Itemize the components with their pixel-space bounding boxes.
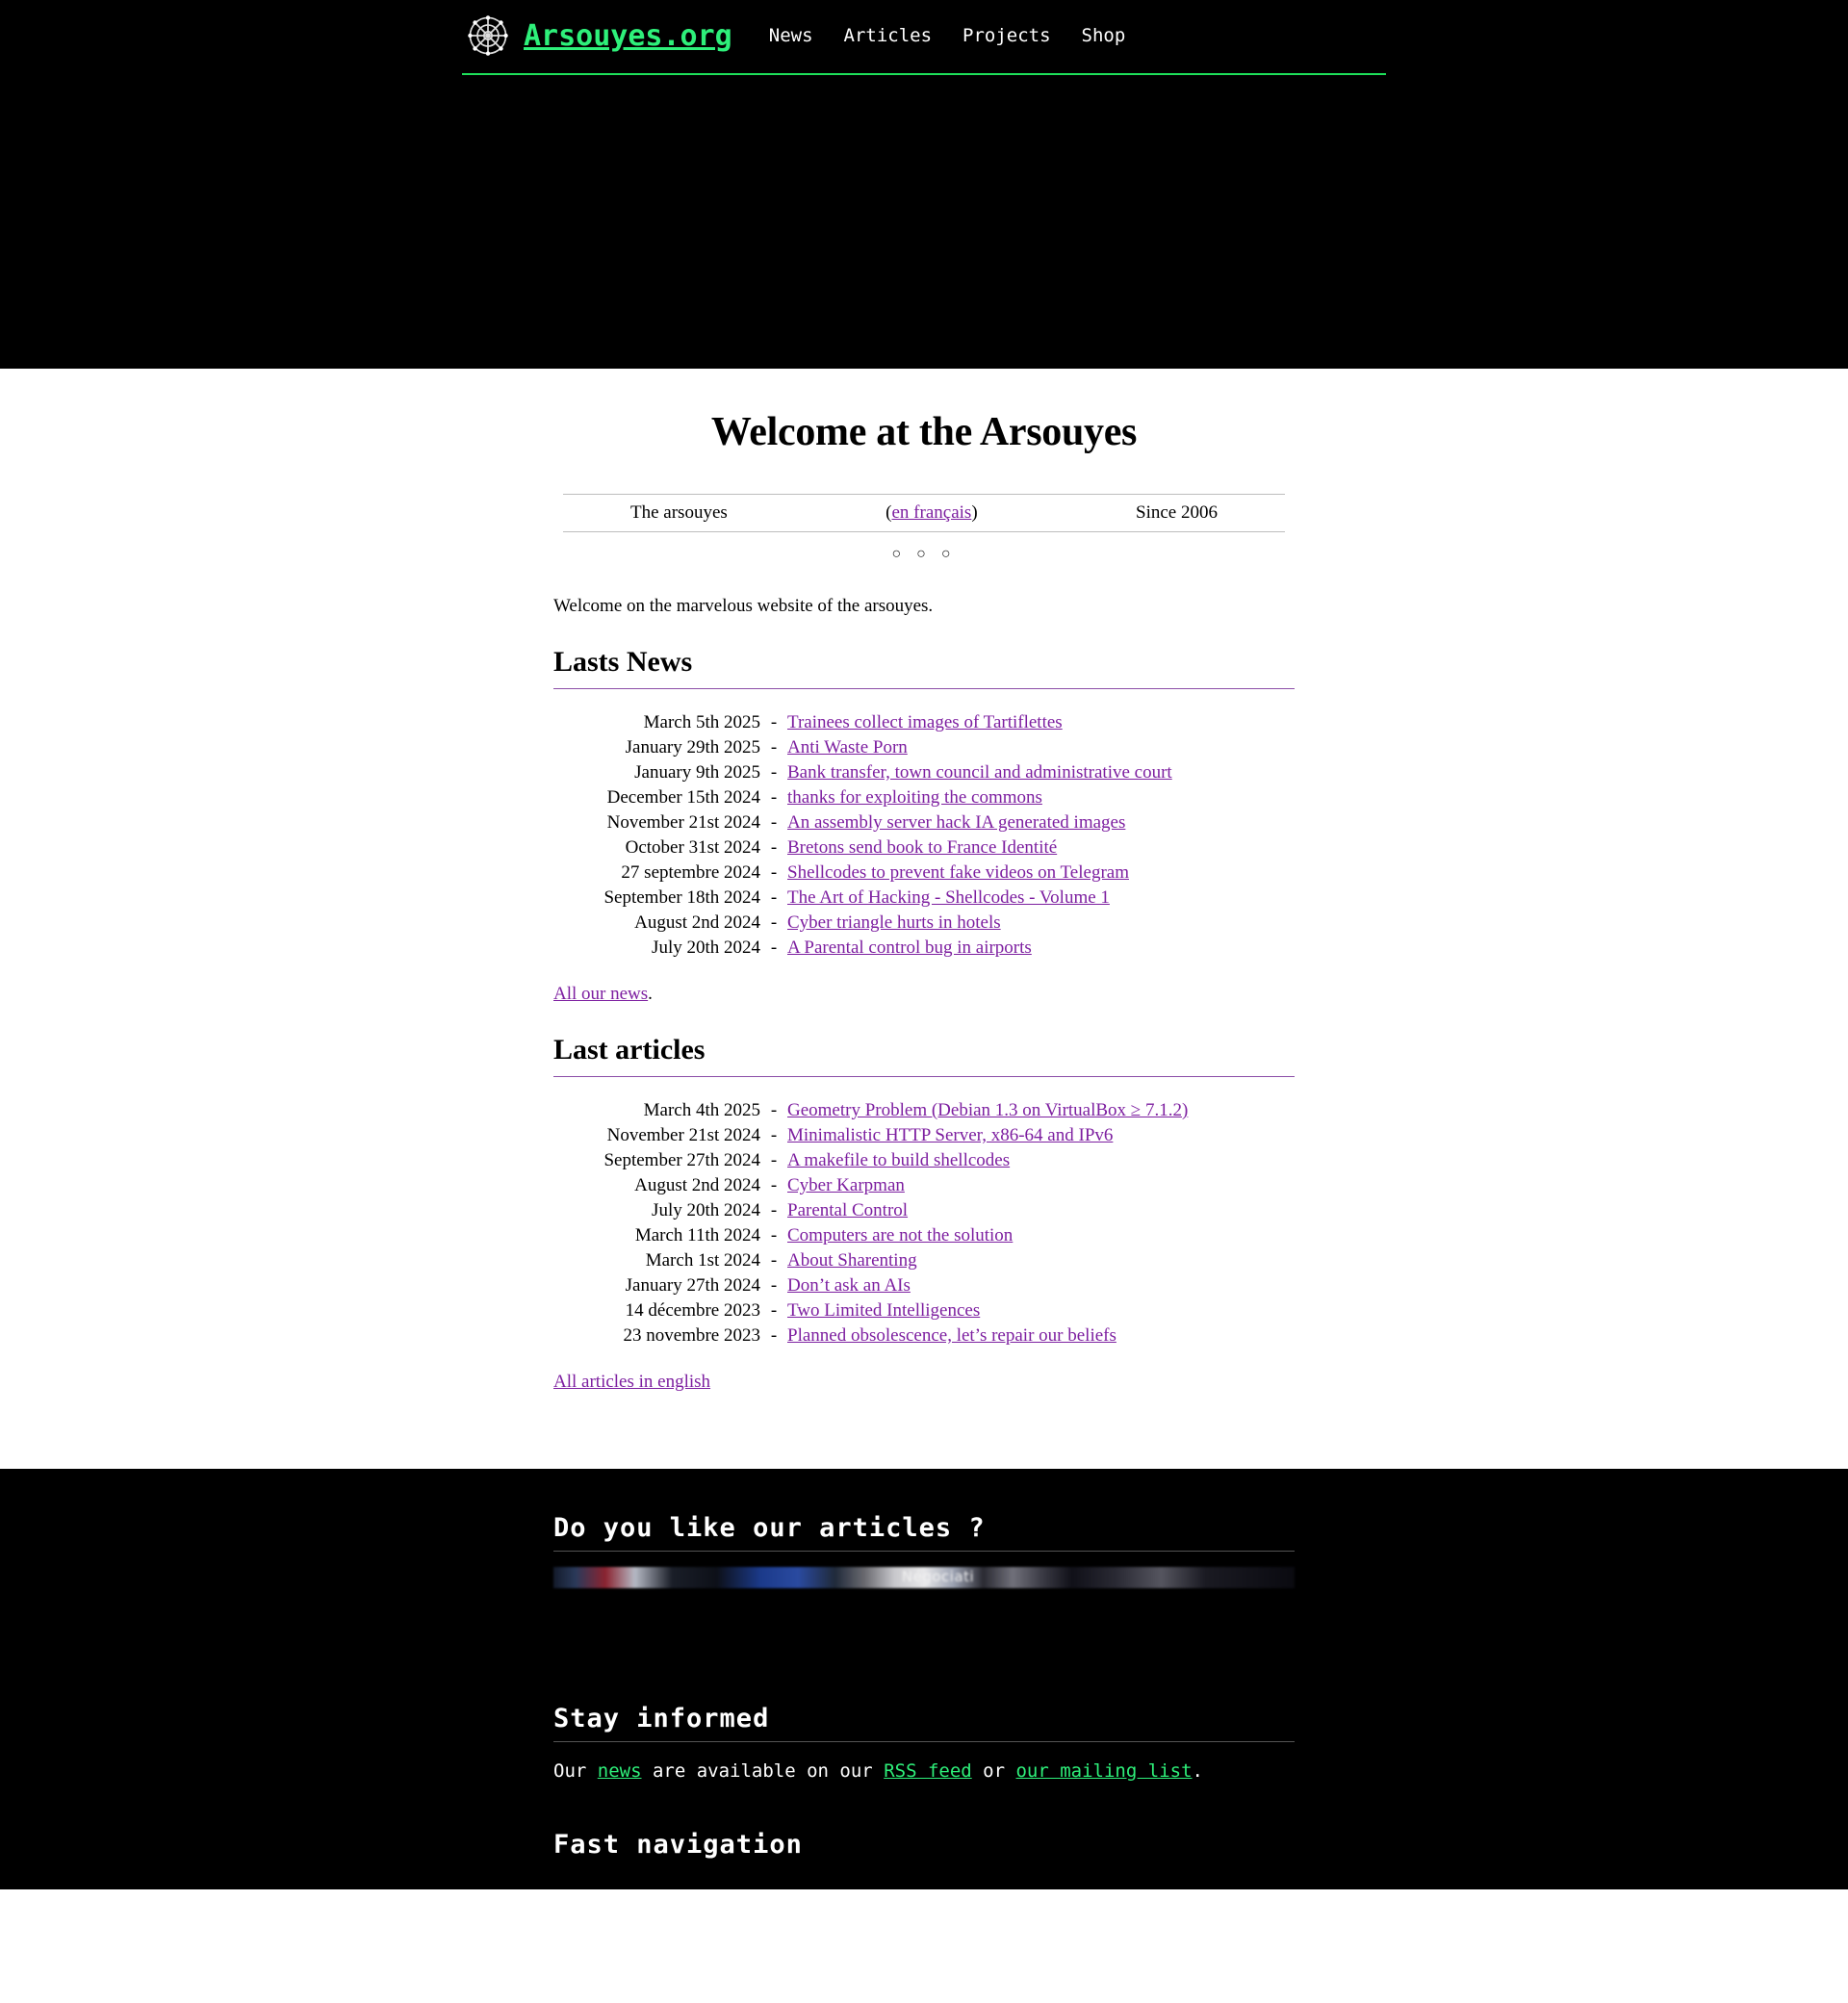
article-title-cell (787, 1273, 1188, 1298)
row-separator: - (770, 937, 778, 958)
all-news-line (553, 984, 1295, 1005)
article-title-cell (787, 1173, 1188, 1198)
article-link[interactable]: Planned obsolescence, let’s repair our beliefs (787, 1325, 1116, 1346)
footer-mailing-list-link[interactable]: our mailing list (1015, 1760, 1193, 1782)
meta-since: Since 2006 (1136, 502, 1218, 523)
news-link[interactable]: An assembly server hack IA generated images (787, 812, 1126, 833)
article-date: November 21st 2024 (606, 1125, 760, 1145)
article-title-cell (787, 1223, 1188, 1248)
page-title: Welcome at the Arsouyes (710, 410, 1138, 454)
stay-text-1: Our (553, 1760, 598, 1782)
row-separator: - (770, 812, 778, 833)
table-row (553, 1148, 1188, 1173)
meta-paren-open: ( (886, 502, 892, 523)
table-row (553, 810, 1172, 835)
news-date: 27 septembre 2024 (621, 862, 760, 883)
row-separator: - (770, 1300, 778, 1321)
nav-item-news[interactable]: News (768, 25, 813, 46)
news-section-title: Lasts News (553, 646, 693, 678)
news-divider (553, 688, 1295, 689)
news-title-cell (787, 810, 1172, 835)
article-link[interactable]: Geometry Problem (Debian 1.3 on VirtualBox ≥ 7.1.2) (787, 1100, 1189, 1120)
ornament-dots: ○ ○ ○ (891, 546, 957, 562)
table-row (553, 735, 1172, 760)
row-separator: - (770, 1100, 778, 1120)
table-row (553, 886, 1172, 911)
article-date: 23 novembre 2023 (623, 1325, 760, 1346)
news-date: September 18th 2024 (603, 887, 760, 908)
row-separator: - (770, 1200, 778, 1220)
table-row (553, 936, 1172, 961)
news-title-cell (787, 936, 1172, 961)
article-link[interactable]: Minimalistic HTTP Server, x86-64 and IPv6 (787, 1125, 1114, 1145)
meta-paren-close: ) (971, 502, 978, 523)
table-row (553, 835, 1172, 860)
row-separator: - (770, 912, 778, 933)
article-date: September 27th 2024 (603, 1150, 760, 1170)
news-date: August 2nd 2024 (634, 912, 760, 933)
news-date: October 31st 2024 (625, 837, 760, 858)
row-separator: - (770, 787, 778, 808)
articles-section-title: Last articles (553, 1034, 706, 1066)
table-row (553, 785, 1172, 810)
table-row (553, 1273, 1188, 1298)
footer-like-title: Do you like our articles ? (553, 1513, 986, 1543)
news-title-cell (787, 785, 1172, 810)
table-row (553, 1098, 1188, 1123)
news-link[interactable]: A Parental control bug in airports (787, 937, 1032, 958)
main-nav (754, 25, 1142, 46)
table-row (553, 1323, 1188, 1348)
row-separator: - (770, 1250, 778, 1271)
news-link[interactable]: Cyber triangle hurts in hotels (787, 912, 1001, 933)
news-title-cell (787, 911, 1172, 936)
articles-list (553, 1098, 1188, 1348)
news-date: March 5th 2025 (643, 712, 760, 732)
table-row (553, 911, 1172, 936)
nav-item-shop[interactable]: Shop (1081, 25, 1126, 46)
row-separator: - (770, 712, 778, 732)
article-link[interactable]: Cyber Karpman (787, 1175, 905, 1195)
article-link[interactable]: A makefile to build shellcodes (787, 1150, 1011, 1170)
article-date: March 1st 2024 (645, 1250, 760, 1271)
table-row (553, 710, 1172, 735)
row-separator: - (770, 1125, 778, 1145)
news-title-cell (787, 710, 1172, 735)
promo-banner-image[interactable] (553, 1567, 1295, 1588)
site-brand[interactable]: Arsouyes.org (524, 18, 732, 53)
site-header (0, 0, 1848, 75)
language-link[interactable]: en français (891, 502, 972, 523)
row-separator: - (770, 1325, 778, 1346)
gear-network-icon[interactable] (462, 10, 514, 62)
intro-paragraph: Welcome on the marvelous website of the arsouyes. (553, 596, 934, 616)
table-row (553, 760, 1172, 785)
article-title-cell (787, 1323, 1188, 1348)
all-news-period: . (648, 984, 653, 1004)
article-date: August 2nd 2024 (634, 1175, 760, 1195)
news-date: January 9th 2025 (634, 762, 760, 783)
article-title-cell (787, 1098, 1188, 1123)
footer-stay-line (553, 1758, 1295, 1785)
table-row (553, 1173, 1188, 1198)
table-row (553, 1123, 1188, 1148)
article-link[interactable]: Don’t ask an AIs (787, 1275, 911, 1296)
footer-news-link[interactable]: news (597, 1760, 642, 1782)
article-date: 14 décembre 2023 (625, 1300, 760, 1321)
news-link[interactable]: Bank transfer, town council and administrative court (787, 762, 1172, 783)
promo-banner-text: Négociati (901, 1568, 975, 1585)
footer-like-divider (553, 1551, 1295, 1552)
news-date: January 29th 2025 (625, 737, 760, 758)
article-date: January 27th 2024 (625, 1275, 760, 1296)
footer-stay-title: Stay informed (553, 1704, 770, 1733)
news-title-cell (787, 835, 1172, 860)
table-row (553, 1198, 1188, 1223)
row-separator: - (770, 887, 778, 908)
article-link[interactable]: Two Limited Intelligences (787, 1300, 981, 1321)
news-link[interactable]: thanks for exploiting the commons (787, 787, 1042, 808)
row-separator: - (770, 762, 778, 783)
article-title-cell (787, 1248, 1188, 1273)
footer-navigation-title: Fast navigation (553, 1829, 803, 1860)
stay-text-3: or (971, 1760, 1016, 1782)
article-date: July 20th 2024 (652, 1200, 760, 1220)
meta-bar (563, 494, 1285, 532)
article-title-cell (787, 1198, 1188, 1223)
news-link[interactable]: Shellcodes to prevent fake videos on Telegram (787, 862, 1129, 883)
row-separator: - (770, 1275, 778, 1296)
header-inner (462, 0, 1386, 75)
stay-text-2: are available on our (641, 1760, 885, 1782)
article-date: March 4th 2025 (643, 1100, 760, 1120)
nav-item-projects[interactable]: Projects (962, 25, 1051, 46)
article-link[interactable]: About Sharenting (787, 1250, 917, 1271)
nav-item-articles[interactable]: Articles (843, 25, 933, 46)
main-content (0, 369, 1848, 1469)
all-news-link[interactable]: All our news (553, 984, 649, 1004)
article-title-cell (787, 1148, 1188, 1173)
table-row (553, 1223, 1188, 1248)
news-title-cell (787, 760, 1172, 785)
row-separator: - (770, 1175, 778, 1195)
news-link[interactable]: Bretons send book to France Identité (787, 837, 1058, 858)
row-separator: - (770, 737, 778, 758)
article-title-cell (787, 1298, 1188, 1323)
hero-banner (0, 75, 1848, 369)
news-link[interactable]: The Art of Hacking - Shellcodes - Volume 1 (787, 887, 1110, 908)
row-separator: - (770, 1225, 778, 1245)
meta-author: The arsouyes (630, 502, 728, 523)
news-list (553, 710, 1172, 961)
news-title-cell (787, 886, 1172, 911)
footer-rss-link[interactable]: RSS feed (884, 1760, 972, 1782)
news-link[interactable]: Anti Waste Porn (787, 737, 908, 758)
table-row (553, 1298, 1188, 1323)
news-title-cell (787, 860, 1172, 886)
row-separator: - (770, 862, 778, 883)
table-row (553, 860, 1172, 886)
articles-divider (553, 1076, 1295, 1077)
row-separator: - (770, 837, 778, 858)
meta-language (886, 502, 977, 524)
news-date: July 20th 2024 (652, 937, 760, 958)
site-footer (0, 1469, 1848, 1889)
news-date: November 21st 2024 (606, 812, 760, 833)
all-articles-link[interactable]: All articles in english (553, 1372, 711, 1392)
article-title-cell (787, 1123, 1188, 1148)
all-articles-line (553, 1372, 1295, 1393)
row-separator: - (770, 1150, 778, 1170)
article-date: March 11th 2024 (634, 1225, 760, 1245)
article-link[interactable]: Computers are not the solution (787, 1225, 1014, 1245)
table-row (553, 1248, 1188, 1273)
footer-stay-divider (553, 1741, 1295, 1742)
stay-text-4: . (1192, 1760, 1203, 1782)
news-date: December 15th 2024 (606, 787, 760, 808)
article-link[interactable]: Parental Control (787, 1200, 909, 1220)
news-title-cell (787, 735, 1172, 760)
news-link[interactable]: Trainees collect images of Tartiflettes (787, 712, 1063, 732)
